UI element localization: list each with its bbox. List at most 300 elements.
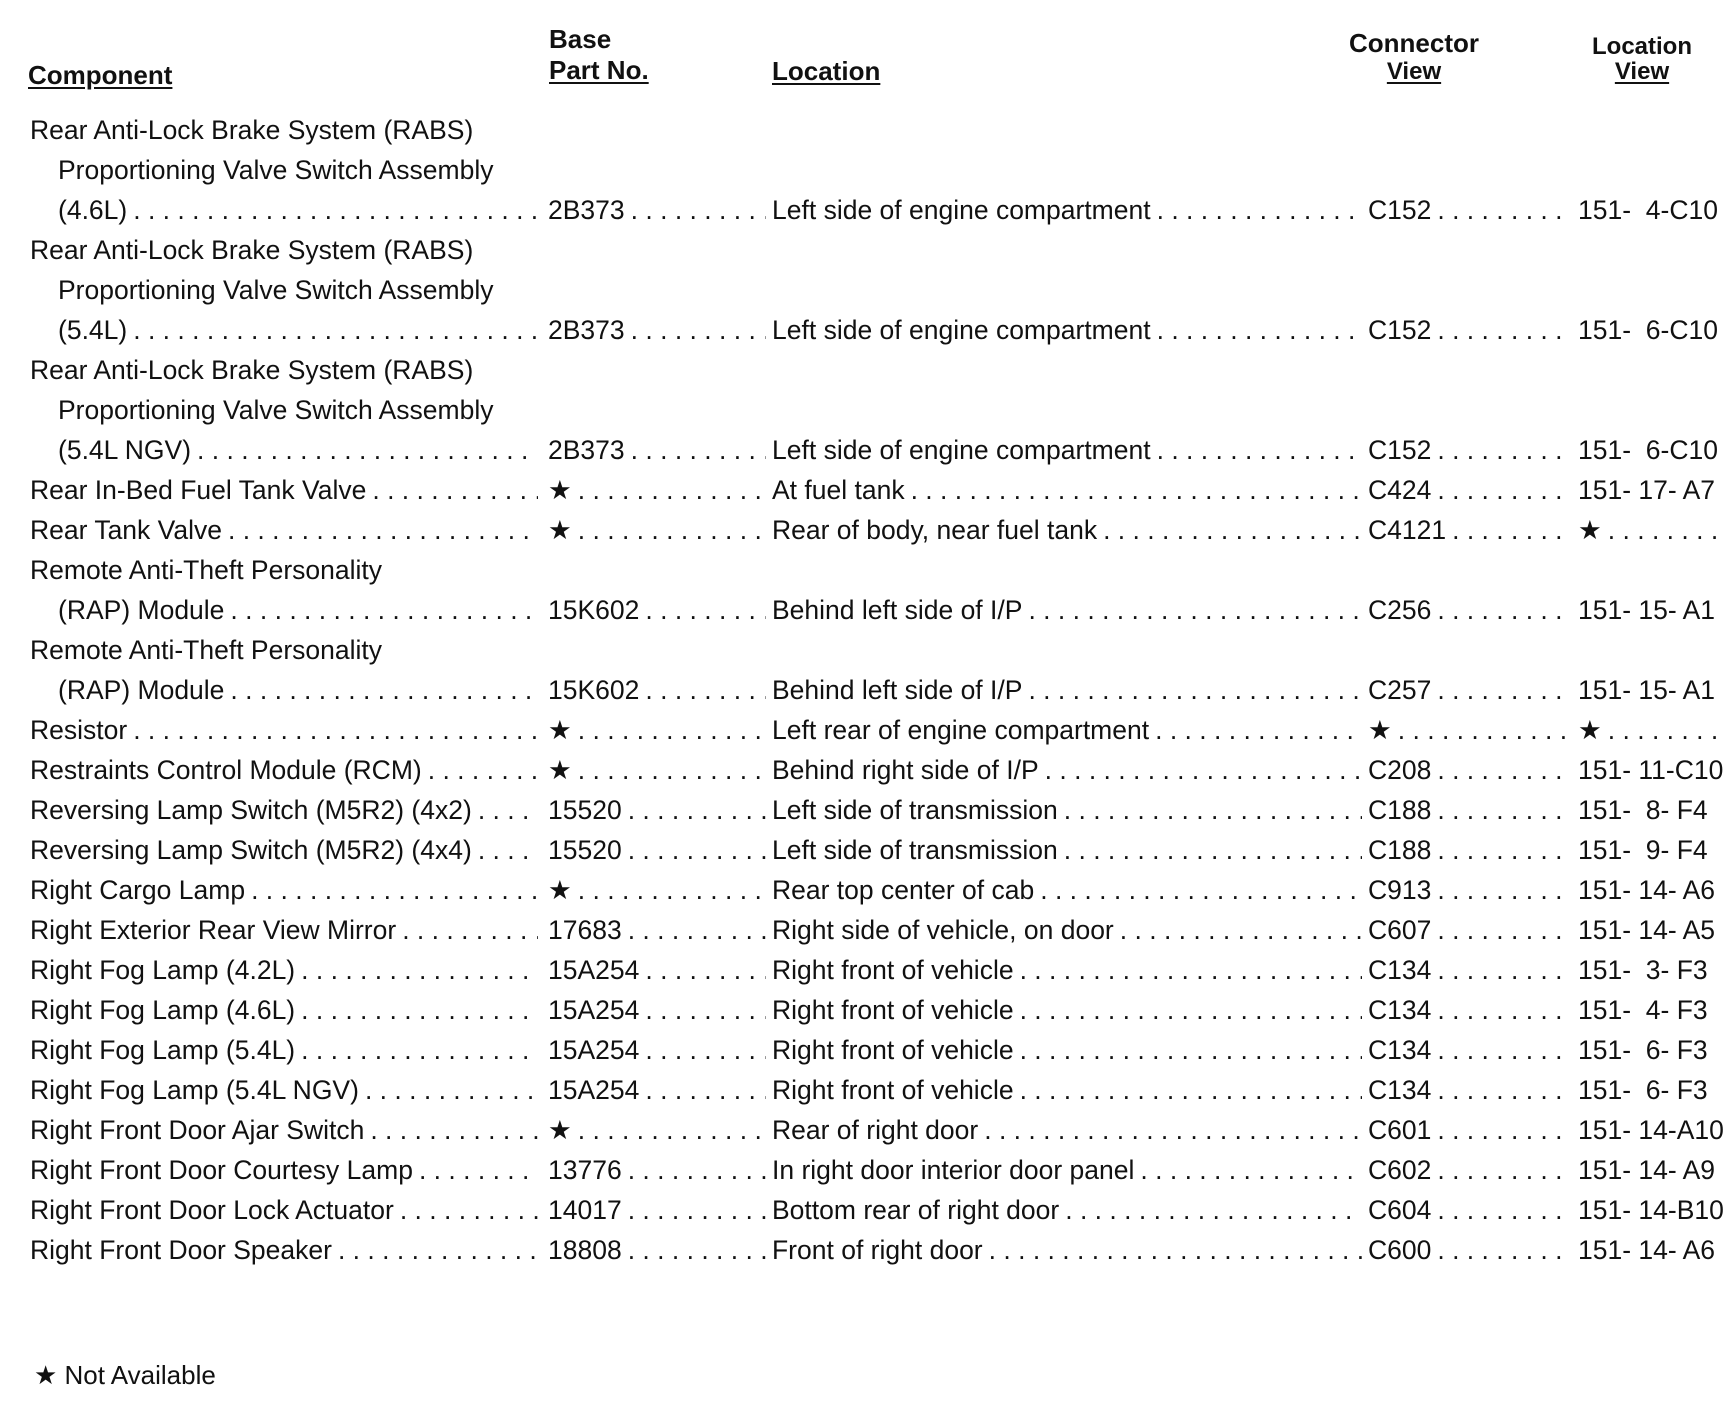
dot-leader	[1059, 1190, 1362, 1230]
location-cell	[772, 750, 1362, 790]
connector-view-cell-text: C152	[1368, 315, 1432, 345]
dot-leader	[1602, 510, 1728, 550]
row-values	[0, 990, 1732, 1030]
location-view-cell	[1578, 830, 1728, 870]
part-number-cell-text: 17683	[548, 915, 622, 945]
location-cell	[772, 430, 1362, 470]
location-view-cell-text: ★	[1578, 515, 1602, 545]
dot-leader	[224, 670, 538, 710]
part-number-cell	[548, 990, 766, 1030]
part-number-cell	[548, 430, 766, 470]
location-cell	[772, 990, 1362, 1030]
table-row	[0, 110, 1732, 230]
dot-leader	[1151, 190, 1362, 230]
connector-view-cell-text: C134	[1368, 955, 1432, 985]
part-number-cell	[548, 670, 766, 710]
connector-view-cell	[1368, 790, 1572, 830]
location-cell	[772, 1230, 1362, 1270]
connector-view-cell	[1368, 990, 1572, 1030]
dot-leader	[1431, 190, 1572, 230]
component-cell	[30, 1230, 538, 1270]
location-view-cell	[1578, 1070, 1728, 1110]
footnote: ★ Not Available	[34, 1360, 216, 1390]
dot-leader	[1431, 830, 1572, 870]
dot-leader	[224, 590, 538, 630]
connector-view-cell-text: C208	[1368, 755, 1432, 785]
connector-view-cell-text: C152	[1368, 435, 1432, 465]
table-row	[0, 990, 1732, 1030]
table-row	[0, 1030, 1732, 1070]
part-number-cell	[548, 1150, 766, 1190]
dot-leader	[1014, 990, 1362, 1030]
part-number-cell-text: 2B373	[548, 435, 625, 465]
part-number-cell	[548, 190, 766, 230]
component-cell-text: Reversing Lamp Switch (M5R2) (4x4)	[30, 835, 472, 865]
row-values	[0, 430, 1732, 470]
component-text: Rear Anti-Lock Brake System (RABS)	[30, 115, 474, 145]
connector-view-cell-text: C134	[1368, 1075, 1432, 1105]
connector-view-cell	[1368, 750, 1572, 790]
component-cell	[30, 1070, 538, 1110]
dot-leader	[639, 590, 766, 630]
connector-view-cell-text: C4121	[1368, 515, 1447, 545]
component-line	[0, 150, 1732, 190]
dot-leader	[572, 470, 766, 510]
component-cell-text: Right Fog Lamp (5.4L)	[30, 1035, 296, 1065]
table-row	[0, 230, 1732, 350]
location-cell	[772, 310, 1362, 350]
dot-leader	[622, 1150, 766, 1190]
table-row	[0, 350, 1732, 470]
dot-leader	[1022, 590, 1362, 630]
part-number-cell	[548, 590, 766, 630]
component-cell	[58, 670, 538, 710]
row-values	[0, 590, 1732, 630]
header-location-view-line2	[1586, 59, 1698, 84]
component-text: Proportioning Valve Switch Assembly	[58, 395, 494, 425]
component-cell	[58, 430, 538, 470]
component-cell	[30, 830, 538, 870]
component-cell	[30, 1190, 538, 1230]
component-line	[0, 110, 1732, 150]
location-cell-text: Left rear of engine compartment	[772, 715, 1150, 745]
component-cell	[58, 310, 538, 350]
location-cell-text: Left side of transmission	[772, 835, 1058, 865]
dot-leader	[1431, 910, 1572, 950]
location-view-cell-text: 151- 4- F3	[1578, 995, 1708, 1025]
table-row	[0, 510, 1732, 550]
part-number-cell	[548, 710, 766, 750]
table-row	[0, 470, 1732, 510]
dot-leader	[1014, 1070, 1362, 1110]
part-number-cell-text: 15K602	[548, 595, 640, 625]
dot-leader	[245, 870, 538, 910]
location-view-cell-text: 151- 14- A9	[1578, 1155, 1716, 1185]
connector-view-cell	[1368, 470, 1572, 510]
location-cell	[772, 1110, 1362, 1150]
connector-view-cell-text: C601	[1368, 1115, 1432, 1145]
location-view-cell-text: 151- 14- A5	[1578, 915, 1716, 945]
location-cell-text: Bottom rear of right door	[772, 1195, 1060, 1225]
connector-view-cell	[1368, 430, 1572, 470]
location-cell-text: Front of right door	[772, 1235, 983, 1265]
part-number-cell	[548, 870, 766, 910]
connector-view-cell-text: ★	[1368, 715, 1392, 745]
location-cell-text: Right front of vehicle	[772, 955, 1014, 985]
header-connector-line2	[1340, 59, 1488, 85]
dot-leader	[622, 830, 766, 870]
part-number-cell-text: 15A254	[548, 955, 640, 985]
part-number-cell-text: 13776	[548, 1155, 622, 1185]
location-cell-text: In right door interior door panel	[772, 1155, 1135, 1185]
connector-view-cell-text: C188	[1368, 835, 1432, 865]
location-view-cell-text: 151- 6- F3	[1578, 1035, 1708, 1065]
table-row	[0, 1150, 1732, 1190]
part-number-cell	[548, 750, 766, 790]
location-view-cell	[1578, 790, 1728, 830]
row-values	[0, 1070, 1732, 1110]
connector-view-cell	[1368, 910, 1572, 950]
table-row	[0, 950, 1732, 990]
part-number-cell-text: 15K602	[548, 675, 640, 705]
location-view-cell	[1578, 190, 1728, 230]
location-view-cell	[1578, 470, 1728, 510]
location-cell	[772, 510, 1362, 550]
dot-leader	[639, 1030, 766, 1070]
location-cell-text: Rear top center of cab	[772, 875, 1035, 905]
component-cell	[30, 510, 538, 550]
location-cell-text: At fuel tank	[772, 475, 905, 505]
header-connector-line1: Connector	[1349, 28, 1479, 58]
connector-view-cell	[1368, 950, 1572, 990]
component-cell	[30, 790, 538, 830]
part-number-cell	[548, 1110, 766, 1150]
location-view-cell-text: 151- 14-A10	[1578, 1115, 1724, 1145]
dot-leader	[622, 1230, 766, 1270]
location-view-cell	[1578, 670, 1728, 710]
connector-view-cell-text: C152	[1368, 195, 1432, 225]
location-cell	[772, 670, 1362, 710]
dot-leader	[1392, 710, 1572, 750]
component-text: Rear Anti-Lock Brake System (RABS)	[30, 355, 474, 385]
dot-leader	[572, 510, 766, 550]
connector-view-cell	[1368, 510, 1572, 550]
part-number-cell-text: ★	[548, 515, 572, 545]
location-cell	[772, 1150, 1362, 1190]
dot-leader	[1114, 910, 1362, 950]
component-text: Remote Anti-Theft Personality	[30, 555, 383, 585]
component-cell-text: Right Front Door Speaker	[30, 1235, 332, 1265]
row-values	[0, 750, 1732, 790]
header-base-part	[549, 24, 649, 86]
dot-leader	[1431, 470, 1572, 510]
connector-view-cell	[1368, 870, 1572, 910]
table-row	[0, 750, 1732, 790]
dot-leader	[1431, 990, 1572, 1030]
location-view-cell	[1578, 910, 1728, 950]
header-location-view	[1586, 34, 1698, 84]
connector-view-cell-text: C602	[1368, 1155, 1432, 1185]
header-base-part-line1: Base	[549, 24, 612, 54]
part-number-cell	[548, 790, 766, 830]
location-view-cell-text: 151- 17- A7	[1578, 475, 1716, 505]
dot-leader	[639, 950, 766, 990]
dot-leader	[222, 510, 538, 550]
part-number-cell-text: 15A254	[548, 1075, 640, 1105]
header-base-part-line2: Part No.	[549, 55, 649, 85]
dot-leader	[295, 990, 538, 1030]
component-line	[0, 270, 1732, 310]
part-number-cell-text: ★	[548, 1115, 572, 1145]
component-cell	[30, 710, 538, 750]
location-view-cell-text: 151- 14- A6	[1578, 875, 1716, 905]
location-cell-text: Behind right side of I/P	[772, 755, 1039, 785]
part-number-cell-text: ★	[548, 475, 572, 505]
dot-leader	[359, 1070, 538, 1110]
table-row	[0, 830, 1732, 870]
dot-leader	[1431, 1030, 1572, 1070]
connector-view-cell	[1368, 670, 1572, 710]
part-number-cell-text: 2B373	[548, 315, 625, 345]
connector-view-cell	[1368, 310, 1572, 350]
part-number-cell	[548, 950, 766, 990]
dot-leader	[1431, 310, 1572, 350]
component-cell	[58, 190, 538, 230]
component-cell-text: Reversing Lamp Switch (M5R2) (4x2)	[30, 795, 472, 825]
location-view-cell	[1578, 990, 1728, 1030]
location-cell	[772, 790, 1362, 830]
dot-leader	[1151, 430, 1362, 470]
location-view-cell-text: 151- 14-B10	[1578, 1195, 1724, 1225]
dot-leader	[572, 870, 766, 910]
part-number-cell-text: 15A254	[548, 1035, 640, 1065]
row-values	[0, 1150, 1732, 1190]
location-view-cell-text: 151- 4-C10	[1578, 195, 1718, 225]
table-row	[0, 1070, 1732, 1110]
dot-leader	[978, 1110, 1362, 1150]
component-cell-text: Right Cargo Lamp	[30, 875, 246, 905]
location-view-cell-text: 151- 6- F3	[1578, 1075, 1708, 1105]
connector-view-cell	[1368, 830, 1572, 870]
dot-leader	[1034, 870, 1362, 910]
component-cell-text: Right Fog Lamp (5.4L NGV)	[30, 1075, 359, 1105]
part-number-cell-text: 18808	[548, 1235, 622, 1265]
table-row	[0, 1230, 1732, 1270]
dot-leader	[332, 1230, 538, 1270]
component-line	[0, 630, 1732, 670]
component-cell	[30, 1030, 538, 1070]
dot-leader	[1431, 1070, 1572, 1110]
dot-leader	[1058, 830, 1362, 870]
location-cell-text: Left side of engine compartment	[772, 195, 1151, 225]
header-location-view-label: View	[1614, 58, 1670, 85]
dot-leader	[625, 430, 766, 470]
component-cell-text: Right Fog Lamp (4.2L)	[30, 955, 296, 985]
location-cell	[772, 190, 1362, 230]
dot-leader	[1097, 510, 1362, 550]
dot-leader	[1431, 590, 1572, 630]
connector-view-cell	[1368, 1110, 1572, 1150]
dot-leader	[1431, 950, 1572, 990]
connector-view-cell	[1368, 190, 1572, 230]
row-values	[0, 1190, 1732, 1230]
location-view-cell-text: 151- 15- A1	[1578, 675, 1716, 705]
dot-leader	[1149, 710, 1362, 750]
component-line	[0, 550, 1732, 590]
dot-leader	[1431, 870, 1572, 910]
dot-leader	[622, 1190, 766, 1230]
location-cell	[772, 470, 1362, 510]
dot-leader	[622, 910, 766, 950]
header-connector-view-label: View	[1386, 58, 1442, 85]
location-view-cell	[1578, 1230, 1728, 1270]
component-cell-text: Right Front Door Ajar Switch	[30, 1115, 365, 1145]
dot-leader	[1014, 950, 1362, 990]
component-cell-text: Right Fog Lamp (4.6L)	[30, 995, 296, 1025]
dot-leader	[572, 750, 766, 790]
dot-leader	[472, 790, 538, 830]
location-cell	[772, 910, 1362, 950]
component-cell	[30, 910, 538, 950]
connector-view-cell	[1368, 1150, 1572, 1190]
location-view-cell	[1578, 430, 1728, 470]
location-cell	[772, 870, 1362, 910]
component-cell	[30, 870, 538, 910]
dot-leader	[983, 1230, 1362, 1270]
row-values	[0, 910, 1732, 950]
location-cell-text: Left side of engine compartment	[772, 435, 1151, 465]
dot-leader	[639, 990, 766, 1030]
connector-view-cell	[1368, 1030, 1572, 1070]
dot-leader	[625, 310, 766, 350]
header-location	[772, 56, 880, 87]
dot-leader	[1431, 1190, 1572, 1230]
header-connector-view	[1340, 28, 1488, 85]
location-cell-text: Right front of vehicle	[772, 1075, 1014, 1105]
component-cell-text: Restraints Control Module (RCM)	[30, 755, 422, 785]
table-row	[0, 1190, 1732, 1230]
part-number-cell-text: ★	[548, 875, 572, 905]
location-cell-text: Right side of vehicle, on door	[772, 915, 1114, 945]
location-cell	[772, 1070, 1362, 1110]
component-cell-text: (RAP) Module	[58, 595, 225, 625]
location-cell	[772, 710, 1362, 750]
location-view-cell	[1578, 1110, 1728, 1150]
dot-leader	[1431, 750, 1572, 790]
dot-leader	[639, 670, 766, 710]
location-cell	[772, 1030, 1362, 1070]
component-cell	[30, 1150, 538, 1190]
location-view-cell-text: ★	[1578, 715, 1602, 745]
dot-leader	[396, 910, 538, 950]
location-cell-text: Rear of right door	[772, 1115, 979, 1145]
row-values	[0, 470, 1732, 510]
dot-leader	[413, 1150, 538, 1190]
location-view-cell-text: 151- 14- A6	[1578, 1235, 1716, 1265]
connector-view-cell-text: C188	[1368, 795, 1432, 825]
component-cell-text: (RAP) Module	[58, 675, 225, 705]
row-values	[0, 310, 1732, 350]
component-text: Remote Anti-Theft Personality	[30, 635, 383, 665]
part-number-cell-text: 15520	[548, 835, 622, 865]
component-cell-text: Rear Tank Valve	[30, 515, 222, 545]
location-view-cell-text: 151- 6-C10	[1578, 435, 1718, 465]
part-number-cell	[548, 1070, 766, 1110]
dot-leader	[622, 790, 766, 830]
connector-view-cell-text: C256	[1368, 595, 1432, 625]
header-component	[28, 60, 172, 91]
dot-leader	[366, 470, 538, 510]
dot-leader	[1431, 1230, 1572, 1270]
row-values	[0, 1030, 1732, 1070]
location-view-cell	[1578, 590, 1728, 630]
component-cell	[30, 470, 538, 510]
component-cell-text: Right Front Door Lock Actuator	[30, 1195, 394, 1225]
part-number-cell	[548, 830, 766, 870]
component-table	[0, 110, 1732, 1270]
component-cell-text: Rear In-Bed Fuel Tank Valve	[30, 475, 367, 505]
connector-view-cell	[1368, 1230, 1572, 1270]
dot-leader	[394, 1190, 538, 1230]
connector-view-cell-text: C604	[1368, 1195, 1432, 1225]
part-number-cell-text: ★	[548, 755, 572, 785]
location-cell	[772, 830, 1362, 870]
part-number-cell-text: 15520	[548, 795, 622, 825]
component-cell	[30, 750, 538, 790]
location-view-cell	[1578, 1190, 1728, 1230]
table-row	[0, 710, 1732, 750]
connector-view-cell	[1368, 1070, 1572, 1110]
location-view-cell	[1578, 510, 1728, 550]
dot-leader	[625, 190, 766, 230]
dot-leader	[127, 310, 538, 350]
dot-leader	[1022, 670, 1362, 710]
dot-leader	[905, 470, 1362, 510]
table-row	[0, 790, 1732, 830]
location-cell	[772, 1190, 1362, 1230]
row-values	[0, 950, 1732, 990]
location-view-cell	[1578, 750, 1728, 790]
location-view-cell-text: 151- 9- F4	[1578, 835, 1708, 865]
dot-leader	[1446, 510, 1572, 550]
component-text: Rear Anti-Lock Brake System (RABS)	[30, 235, 474, 265]
component-cell-text: (5.4L NGV)	[58, 435, 192, 465]
dot-leader	[127, 190, 538, 230]
location-view-cell	[1578, 870, 1728, 910]
dot-leader	[1431, 1150, 1572, 1190]
connector-view-cell-text: C600	[1368, 1235, 1432, 1265]
component-cell-text: Resistor	[30, 715, 128, 745]
component-cell	[58, 590, 538, 630]
header-component-label: Component	[28, 60, 173, 90]
connector-view-cell-text: C913	[1368, 875, 1432, 905]
dot-leader	[639, 1070, 766, 1110]
component-line	[0, 230, 1732, 270]
part-number-cell-text: 15A254	[548, 995, 640, 1025]
dot-leader	[1431, 670, 1572, 710]
dot-leader	[572, 1110, 766, 1150]
dot-leader	[295, 1030, 538, 1070]
location-view-cell-text: 151- 11-C10	[1578, 755, 1724, 785]
location-cell-text: Left side of transmission	[772, 795, 1058, 825]
component-cell	[30, 1110, 538, 1150]
location-cell-text: Behind left side of I/P	[772, 595, 1023, 625]
connector-view-cell	[1368, 590, 1572, 630]
component-cell	[30, 950, 538, 990]
row-values	[0, 670, 1732, 710]
component-cell-text: Right Front Door Courtesy Lamp	[30, 1155, 413, 1185]
location-view-cell-text: 151- 6-C10	[1578, 315, 1718, 345]
